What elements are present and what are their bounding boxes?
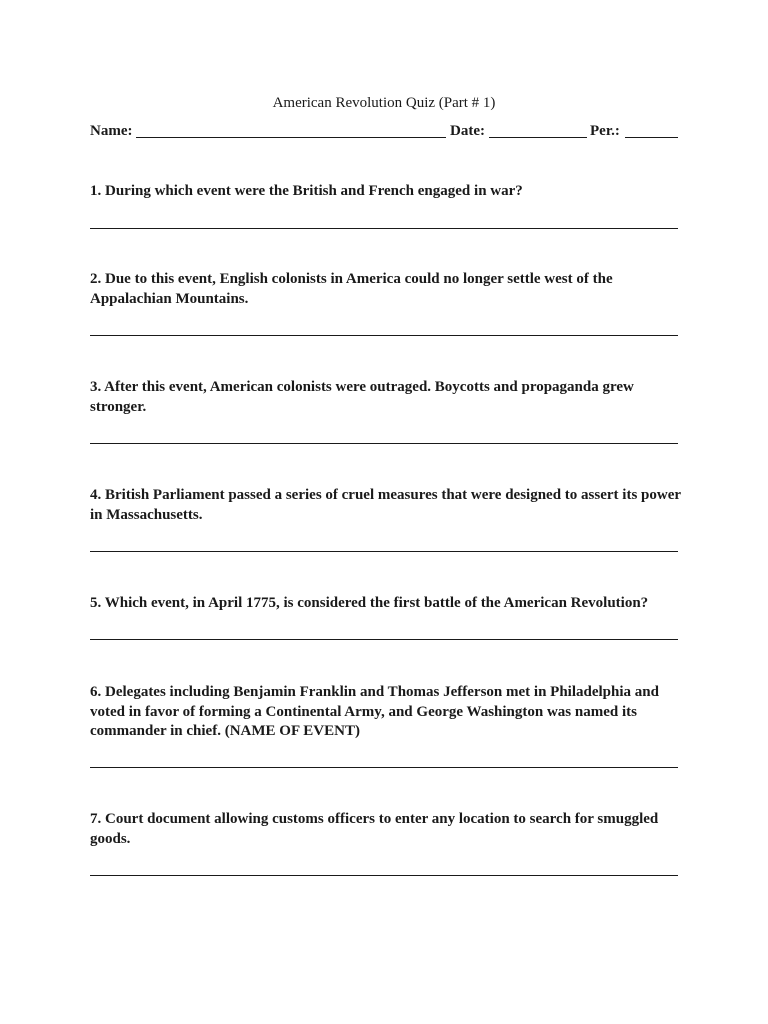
answer-line-2[interactable]: [90, 335, 678, 336]
answer-line-1[interactable]: [90, 228, 678, 229]
answer-line-6[interactable]: [90, 767, 678, 768]
date-blank[interactable]: [489, 137, 587, 138]
period-blank[interactable]: [625, 137, 678, 138]
question-1: 1. During which event were the British and French engaged in war?: [90, 183, 523, 199]
question-2: 2. Due to this event, English colonists in America could no longer settle west of the Appalachian Mountains.: [90, 271, 613, 307]
period-label: Per.:: [590, 123, 620, 139]
answer-line-3[interactable]: [90, 443, 678, 444]
question-7: 7. Court document allowing customs officers to enter any location to search for smuggled goods.: [90, 811, 659, 847]
question-4: 4. British Parliament passed a series of cruel measures that were designed to assert its power in Massachusetts.: [90, 487, 681, 523]
page-title: American Revolution Quiz (Part # 1): [272, 95, 496, 111]
date-label: Date:: [450, 123, 485, 139]
name-blank[interactable]: [136, 137, 446, 138]
name-label: Name:: [90, 123, 133, 139]
question-6: 6. Delegates including Benjamin Franklin and Thomas Jefferson met in Philadelphia and voted in favor of forming a Continental Army, and George Washington was named its commander in chief. (NAME OF EVENT): [90, 684, 659, 739]
question-3: 3. After this event, American colonists were outraged. Boycotts and propaganda grew stronger.: [90, 379, 634, 415]
answer-line-4[interactable]: [90, 551, 678, 552]
answer-line-7[interactable]: [90, 875, 678, 876]
question-5: 5. Which event, in April 1775, is considered the first battle of the American Revolution?: [90, 595, 649, 611]
student-info-line: [90, 122, 678, 142]
answer-line-5[interactable]: [90, 639, 678, 640]
